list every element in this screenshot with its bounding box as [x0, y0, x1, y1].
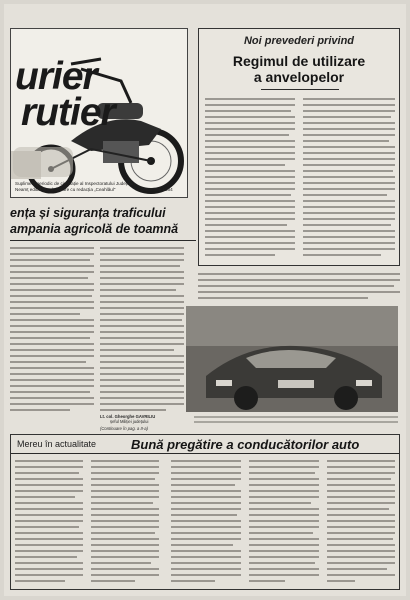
headline-rule	[10, 240, 196, 241]
masthead	[10, 28, 188, 198]
text-lines-texture	[10, 244, 94, 412]
photo-caption-texture	[194, 414, 398, 426]
author-title: șeful Miliției județului	[110, 419, 149, 424]
headline-divider	[261, 89, 339, 90]
masthead-date: octombrie 1984	[141, 187, 173, 192]
continuation-note: (Continuare în pag. a II-a)	[100, 426, 148, 431]
right-headline-line2: a anvelopelor	[253, 69, 345, 85]
masthead-title-line1: urier	[15, 55, 97, 98]
car-photo-image	[186, 306, 398, 412]
left-headline-line2: ampania agricolă de toamnă	[10, 222, 179, 236]
bottom-article-box	[10, 434, 400, 590]
masthead-subtitle: Supliment periodic de circulație al Inspectoratului Județean Neamț editat în colaborare cu redacția „Ceahlăul”	[15, 181, 135, 192]
bottom-article-headline: Bună pregătire a conducătorilor auto	[131, 437, 360, 452]
newspaper-page	[4, 4, 406, 596]
bottom-article-kicker: Mereu în actualitate	[17, 439, 97, 449]
left-headline-line1: ența și siguranța traficului	[10, 206, 166, 220]
bottom-headline-rule	[11, 453, 399, 454]
car-photo	[186, 306, 398, 412]
right-headline-line1: Regimul de utilizare	[232, 53, 366, 69]
right-article-box	[198, 28, 400, 266]
left-column-2	[100, 244, 184, 412]
right-article-kicker: Noi prevederi privind	[243, 35, 355, 47]
text-lines-texture	[100, 244, 184, 412]
author-signature: Lt. col. Gheorghe GAVRILIU	[100, 414, 156, 419]
middle-text-texture	[198, 270, 400, 304]
left-column-1	[10, 244, 94, 412]
bottom-article-text-texture	[15, 457, 395, 585]
right-article-text-texture	[205, 95, 395, 261]
masthead-title-line2: rutier	[21, 91, 115, 134]
